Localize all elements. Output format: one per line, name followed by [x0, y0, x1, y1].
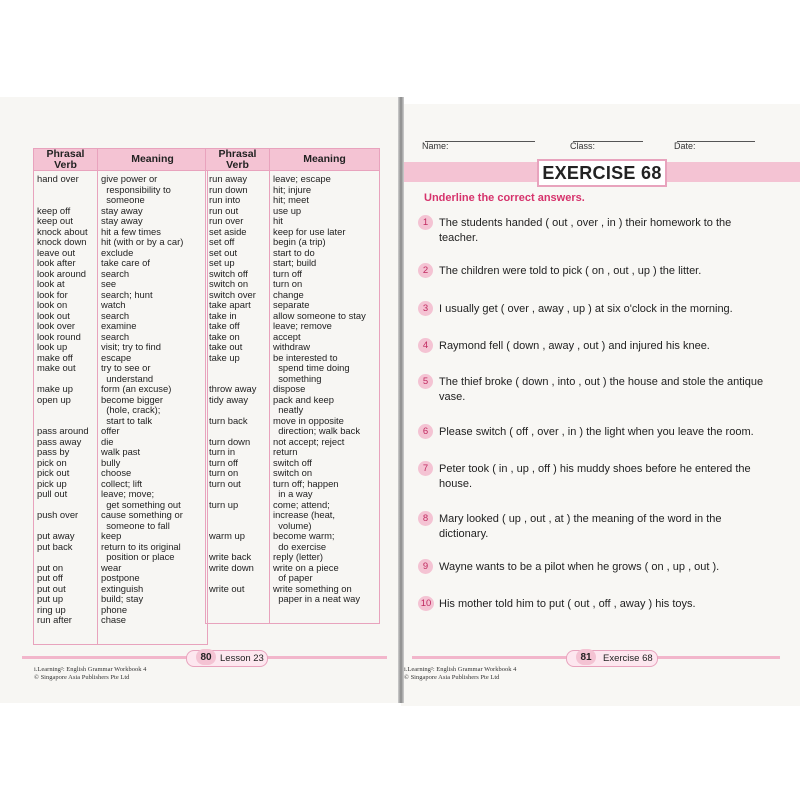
question-number: 1: [418, 215, 433, 230]
question-item: [418, 560, 768, 575]
name-label: Name:: [422, 141, 449, 151]
question-number: 6: [418, 424, 433, 439]
question-number: 8: [418, 511, 433, 526]
question-item: [418, 302, 768, 317]
question-item: [418, 339, 768, 354]
question-item: [418, 375, 768, 405]
verb-column: run away run down run into run out run over set aside set off set out set up switch off switch on switch over take apart take in take off take on take out take up throw away tidy away turn back turn down turn in turn off turn on turn out turn up warm up write back write down write out: [209, 173, 257, 594]
header-meaning: Meaning: [270, 149, 380, 171]
header-phrasal-verb: Phrasal Verb: [34, 149, 98, 171]
name-blank[interactable]: [425, 141, 535, 142]
page-number: 81: [576, 649, 596, 665]
class-label: Class:: [570, 141, 596, 151]
exercise-label: Exercise 68: [603, 653, 653, 664]
question-text: Mary looked ( up , out , at ) the meaning of the word in the dictionary.: [439, 513, 722, 540]
question-number: 3: [418, 301, 433, 316]
question-item: [418, 425, 768, 440]
question-text: Wayne wants to be a pilot when he grows ( on , up , out ).: [439, 561, 720, 573]
publisher-credit: [34, 666, 146, 682]
exercise-title: EXERCISE 68: [537, 159, 667, 187]
meaning-column: give power or responsibility to someone stay away stay away hit a few times hit (with or by a car) exclude take care of search see search; hunt watch search examine search visit; try to find escape try to see or understand form (an excuse) become bigger (hole, crack); start to talk offer die walk past bully choose collect; lift leave; move; get something out cause something or someone to fall keep return to its original position or place wear postpone extinguish build; stay phone chase: [98, 171, 208, 645]
question-text: The children were told to pick ( on , out , up ) the litter.: [439, 265, 702, 277]
publisher-line-1: i.Learning²: English Grammar Workbook 4: [404, 666, 517, 673]
instruction: Underline the correct answers.: [424, 192, 585, 204]
page-number: 80: [196, 649, 216, 665]
question-number: 2: [418, 263, 433, 278]
question-text: Peter took ( in , up , off ) his muddy shoes before he entered the house.: [439, 463, 751, 490]
question-text: The thief broke ( down , into , out ) the house and stole the antique vase.: [439, 376, 764, 403]
date-label: Date:: [674, 141, 696, 151]
question-item: [418, 264, 768, 279]
publisher-line-2: © Singapore Asia Publishers Pte Ltd: [404, 674, 500, 681]
question-text: Raymond fell ( down , away , out ) and injured his knee.: [439, 340, 710, 352]
question-item: [418, 512, 768, 542]
question-number: 7: [418, 461, 433, 476]
question-number: 9: [418, 559, 433, 574]
lesson-label: Lesson 23: [220, 653, 264, 664]
question-number: 5: [418, 374, 433, 389]
class-blank[interactable]: [573, 141, 643, 142]
question-text: His mother told him to put ( out , off , away ) his toys.: [439, 598, 696, 610]
publisher-line-2: © Singapore Asia Publishers Pte Ltd: [34, 674, 130, 681]
question-number: 4: [418, 338, 433, 353]
header-phrasal-verb: Phrasal Verb: [206, 149, 270, 171]
question-text: The students handed ( out , over , in ) their homework to the teacher.: [439, 217, 732, 244]
book-spine: [398, 97, 404, 703]
verb-column: hand over keep off keep out knock about knock down leave out look after look around look at look for look on look out look over look round look up make off make out make up open up pass around pass away pass by pick on pick out pick up pull out push over put away put back put on put off put out put up ring up run after: [37, 173, 89, 625]
question-text: Please switch ( off , over , in ) the light when you leave the room.: [439, 426, 754, 438]
phrasal-verb-table-right: [205, 148, 380, 624]
date-blank[interactable]: [677, 141, 755, 142]
publisher-line-1: i.Learning²: English Grammar Workbook 4: [34, 666, 147, 673]
question-item: [418, 597, 768, 612]
question-item: [418, 462, 768, 492]
question-number: 10: [418, 596, 434, 611]
phrasal-verb-table-left: [33, 148, 208, 645]
publisher-credit: [404, 666, 516, 682]
question-item: [418, 216, 768, 246]
question-text: I usually get ( over , away , up ) at six o'clock in the morning.: [439, 303, 733, 315]
meaning-column: leave; escape hit; injure hit; meet use up hit keep for use later begin (a trip) start to do start; build turn off turn on change separate allow someone to stay leave; remove accept withdraw be interested to spend time doing something dispose pack and keep neatly move in opposite direction; walk back not accept; reject return switch off switch on turn off; happen in a way come; attend; increase (heat, volume) become warm; do exercise reply (letter) write on a piece of paper write something on paper in a neat way: [270, 171, 380, 624]
header-meaning: Meaning: [98, 149, 208, 171]
